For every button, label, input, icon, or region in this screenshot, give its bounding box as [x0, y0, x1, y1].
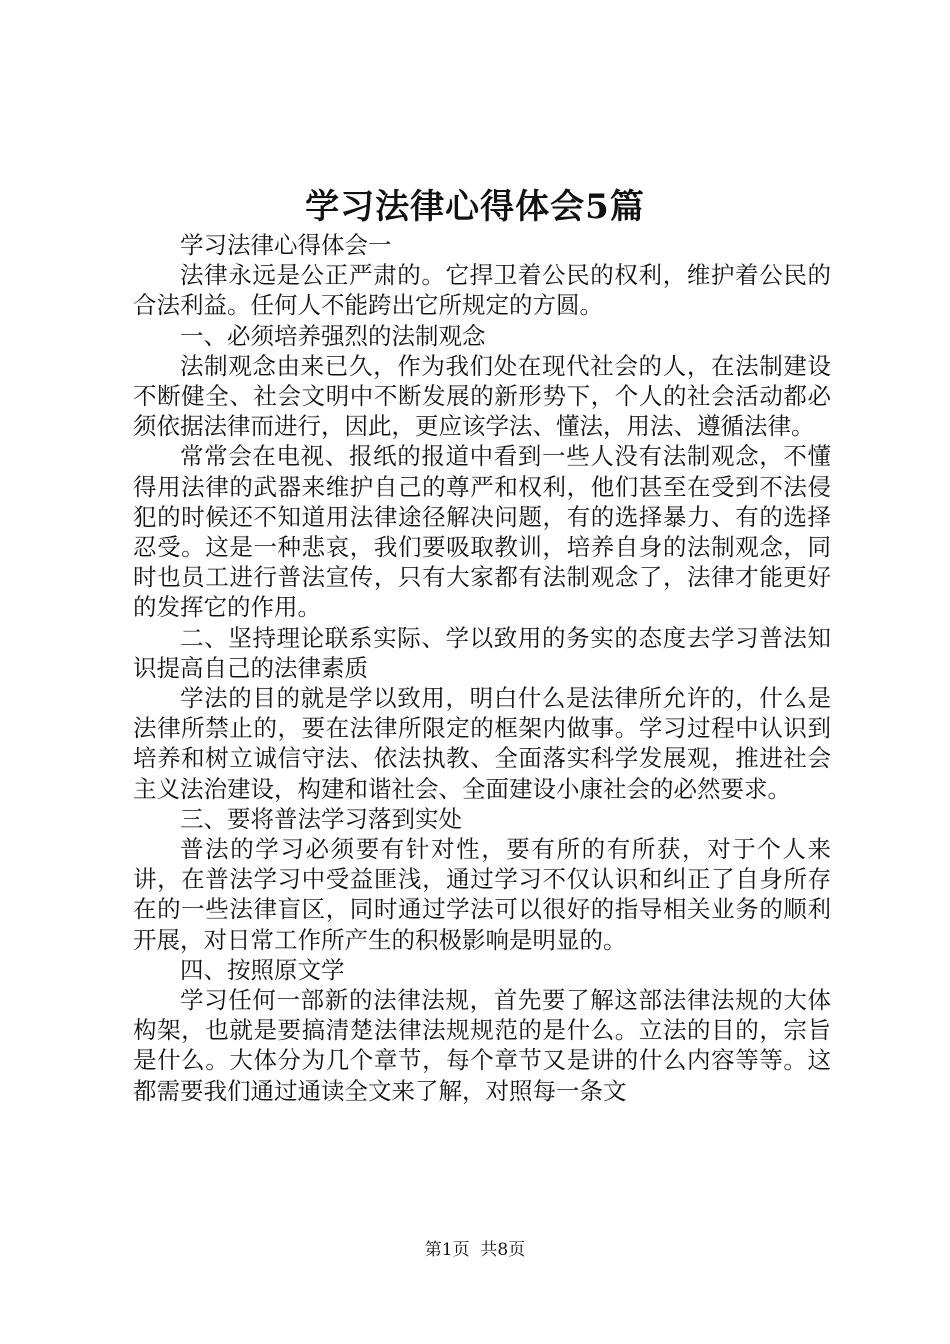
paragraph: 学法的目的就是学以致用，明白什么是法律所允许的，什么是法律所禁止的，要在法律所限定的框架内做事。学习过程中认识到培养和树立诚信守法、依法执教、全面落实科学发展观，推进社会主义法治建设，构建和谐社会、全面建设小康社会的必然要求。	[133, 684, 831, 803]
section-heading-2: 二、坚持理论联系实际、学以致用的务实的态度去学习普法知识提高自己的法律素质	[133, 623, 831, 682]
section-heading-1: 一、必须培养强烈的法制观念	[180, 321, 486, 350]
section-heading-4: 四、按照原文学	[180, 955, 345, 984]
paragraph-subtitle: 学习法律心得体会一	[180, 231, 392, 259]
paragraph: 普法的学习必须要有针对性，要有所的有所获，对于个人来讲，在普法学习中受益匪浅，通过学习不仅认识和纠正了自身所存在的一些法律盲区，同时通过学法可以很好的指导相关业务的顺利开展，对日常工作所产生的积极影响是明显的。	[133, 835, 831, 954]
paragraph: 法制观念由来已久，作为我们处在现代社会的人，在法制建设不断健全、社会文明中不断发展的新形势下，个人的社会活动都必须依据法律而进行，因此，更应该学法、懂法，用法、遵循法律。	[133, 351, 831, 441]
page-footer	[0, 1238, 950, 1262]
paragraph: 常常会在电视、报纸的报道中看到一些人没有法制观念，不懂得用法律的武器来维护自己的尊严和权利，他们甚至在受到不法侵犯的时候还不知道用法律途径解决问题，有的选择暴力、有的选择忍受。这是一种悲哀，我们要吸取教训，培养自身的法制观念，同时也员工进行普法宣传，只有大家都有法制观念了，法律才能更好的发挥它的作用。	[133, 442, 831, 622]
paragraph: 学习任何一部新的法律法规，首先要了解这部法律法规的大体构架，也就是要搞清楚法律法规规范的是什么。立法的目的，宗旨是什么。大体分为几个章节，每个章节又是讲的什么内容等等。这都需要我们通过通读全文来了解，对照每一条文	[133, 986, 831, 1105]
page-total: 共8页	[480, 1240, 526, 1260]
section-heading-3: 三、要将普法学习落到实处	[180, 804, 462, 833]
page-number: 第1页	[424, 1240, 470, 1260]
paragraph-intro: 法律永远是公正严肃的。它捍卫着公民的权利，维护着公民的合法利益。任何人不能跨出它所规定的方圆。	[133, 261, 831, 320]
document-title: 学习法律心得体会5篇	[305, 187, 645, 227]
document-body	[133, 230, 831, 1106]
